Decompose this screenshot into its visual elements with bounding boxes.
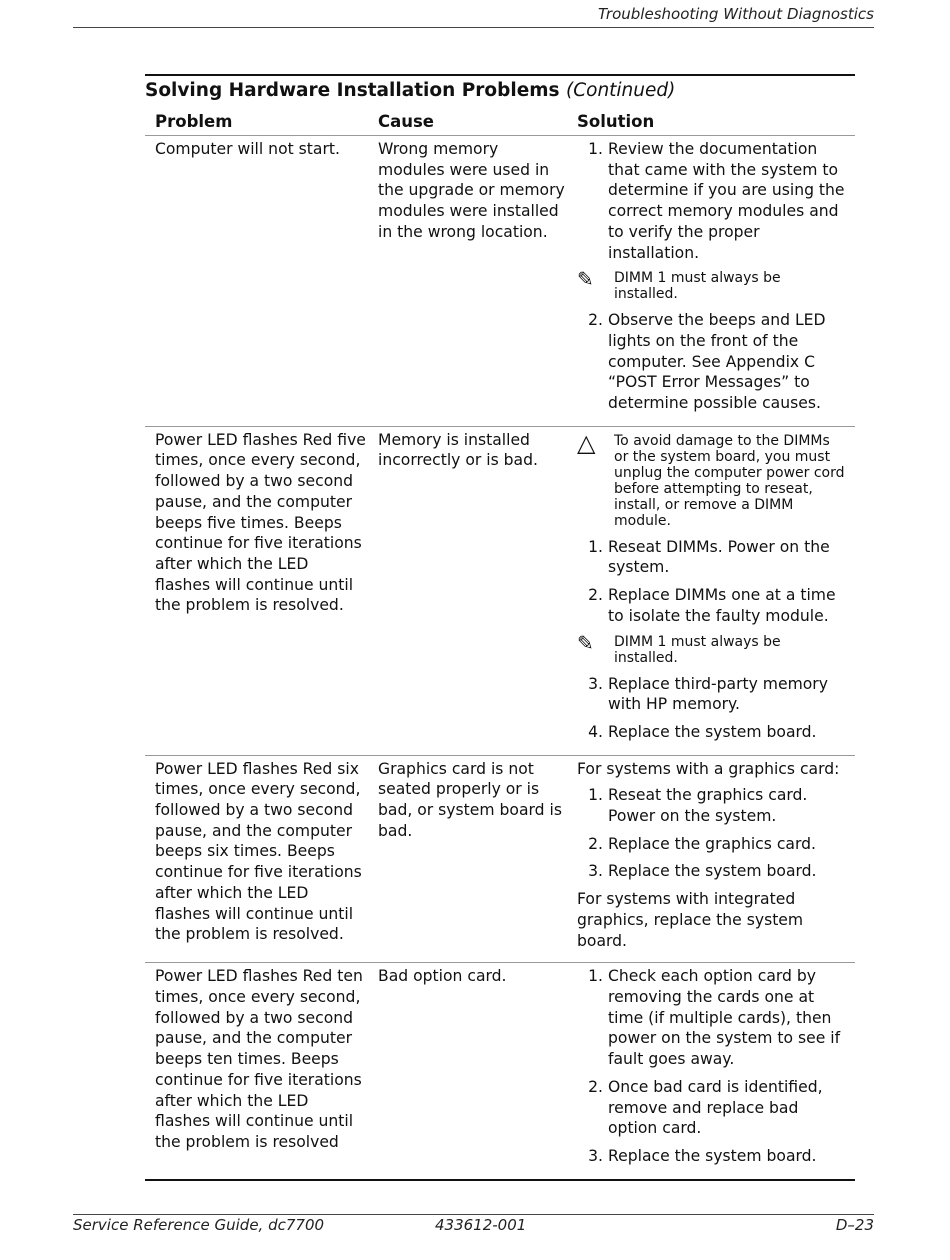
solution-step bbox=[577, 834, 855, 855]
cause-cell: Memory is installed incorrectly or is bad. bbox=[378, 430, 538, 470]
table-row bbox=[145, 136, 855, 427]
pencil-note-icon: ✎ bbox=[577, 267, 594, 292]
step-number: 3. bbox=[588, 1146, 603, 1165]
table-title-suffix: (Continued) bbox=[565, 80, 676, 101]
solution-cell bbox=[567, 427, 855, 755]
problem-cell: Power LED flashes Red ten times, once every second, followed by a two second pause, and the computer beeps ten times. Beeps continue for five iterations after which the LED flashes will continue until the problem is resolved bbox=[155, 967, 363, 1151]
column-header-problem: Problem bbox=[155, 112, 233, 131]
step-text: Replace the system board. bbox=[608, 862, 817, 881]
solution-step bbox=[577, 139, 855, 263]
step-text: Replace DIMMs one at a time to isolate the faulty module. bbox=[608, 586, 836, 625]
problem-cell: Power LED flashes Red five times, once every second, followed by a two second pause, and the computer beeps five times. Beeps continue for five iterations after which the LED flashes will continue until the problem is resolved. bbox=[155, 430, 366, 615]
problem-cell: Computer will not start. bbox=[155, 140, 340, 158]
solution-step bbox=[577, 1077, 855, 1139]
footer-part-number: 433612-001 bbox=[435, 1216, 527, 1234]
step-text: Check each option card by removing the cards one at time (if multiple cards), then power on the system to see if fault goes away. bbox=[608, 967, 841, 1069]
solution-cell bbox=[567, 756, 855, 963]
table-row bbox=[145, 427, 855, 756]
note bbox=[577, 630, 855, 666]
step-number: 2. bbox=[588, 1077, 603, 1096]
step-number: 2. bbox=[588, 311, 603, 330]
solution-cell bbox=[567, 963, 855, 1178]
troubleshooting-table bbox=[145, 74, 855, 1181]
solution-step bbox=[577, 722, 855, 743]
column-header-cause: Cause bbox=[378, 112, 435, 131]
header-section-title: Troubleshooting Without Diagnostics bbox=[597, 5, 874, 23]
table-row bbox=[145, 963, 855, 1180]
caution-triangle-icon: △ bbox=[577, 428, 596, 457]
footer-guide-title: Service Reference Guide, dc7700 bbox=[73, 1216, 325, 1234]
table-title bbox=[145, 80, 855, 108]
step-number: 1. bbox=[588, 537, 603, 556]
solution-step bbox=[577, 585, 855, 626]
step-number: 2. bbox=[588, 586, 603, 605]
step-number: 1. bbox=[588, 786, 603, 805]
step-number: 3. bbox=[588, 862, 603, 881]
table-top-rule bbox=[145, 74, 855, 76]
step-text: Replace the system board. bbox=[608, 722, 817, 741]
step-number: 3. bbox=[588, 674, 603, 693]
cause-cell: Graphics card is not seated properly or is bad, or system board is bad. bbox=[378, 759, 562, 840]
solution-step bbox=[577, 310, 855, 414]
step-text: Observe the beeps and LED lights on the front of the computer. See Appendix C “POST Error Messages” to determine possible causes. bbox=[608, 311, 826, 413]
step-text: Replace the graphics card. bbox=[608, 834, 816, 853]
step-text: Replace the system board. bbox=[608, 1146, 817, 1165]
solution-step bbox=[577, 1146, 855, 1167]
column-header-solution: Solution bbox=[577, 112, 655, 131]
footer-page-number: D–23 bbox=[835, 1216, 874, 1234]
note-text: DIMM 1 must always be installed. bbox=[614, 270, 781, 303]
table-title-text: Solving Hardware Installation Problems bbox=[145, 80, 560, 101]
note bbox=[577, 267, 855, 303]
step-number: 1. bbox=[588, 140, 603, 158]
solution-step bbox=[577, 966, 855, 1070]
header-rule bbox=[73, 27, 874, 28]
caution bbox=[577, 428, 855, 529]
step-number: 2. bbox=[588, 834, 603, 853]
cause-cell: Bad option card. bbox=[378, 967, 507, 986]
table-header-row bbox=[145, 108, 855, 136]
note-text: DIMM 1 must always be installed. bbox=[614, 633, 781, 666]
step-number: 1. bbox=[588, 967, 603, 986]
caution-text: To avoid damage to the DIMMs or the system board, you must unplug the computer power cord before attempting to reseat, install, or remove a DIMM module. bbox=[614, 432, 845, 529]
solution-intro: For systems with a graphics card: bbox=[577, 759, 840, 778]
footer-rule bbox=[73, 1214, 874, 1215]
table-row bbox=[145, 756, 855, 964]
solution-cell bbox=[567, 136, 855, 426]
solution-step bbox=[577, 861, 855, 882]
solution-step bbox=[577, 674, 855, 715]
solution-step bbox=[577, 537, 855, 578]
step-text: Review the documentation that came with the system to determine if you are using the correct memory modules and to verify the proper installation. bbox=[608, 140, 845, 262]
cause-cell: Wrong memory modules were used in the upgrade or memory modules were installed in the wrong location. bbox=[378, 140, 565, 241]
step-text: Once bad card is identified, remove and replace bad option card. bbox=[608, 1077, 823, 1138]
step-text: Replace third-party memory with HP memory. bbox=[608, 674, 828, 714]
step-text: Reseat DIMMs. Power on the system. bbox=[608, 537, 830, 577]
solution-step bbox=[577, 785, 855, 826]
pencil-note-icon: ✎ bbox=[577, 630, 594, 655]
problem-cell: Power LED flashes Red six times, once every second, followed by a two second pause, and the computer beeps six times. Beeps continue for five iterations after which the LED flashes will continue until the problem is resolved. bbox=[155, 759, 362, 944]
solution-outro: For systems with integrated graphics, replace the system board. bbox=[577, 890, 804, 950]
step-text: Reseat the graphics card. Power on the system. bbox=[608, 786, 808, 826]
step-number: 4. bbox=[588, 722, 603, 741]
